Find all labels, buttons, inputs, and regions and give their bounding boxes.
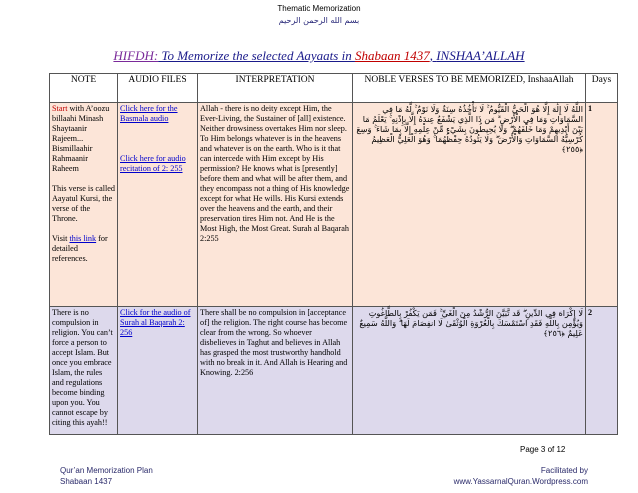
verse-cell: اللَّهُ لَا إِلَٰهَ إِلَّا هُوَ الْحَيُّ الْقَيُّومُ ۚ لَا تَأْخُذُهُ سِنَةٌ وَلَا نَوْمٌ ۚ لَّهُ مَا فِي السَّمَاوَاتِ وَمَا فِي الْأَرْضِ ۗ مَن ذَا الَّذِي يَشْفَعُ عِندَهُ إِلَّا بِإِذْنِهِ ۚ يَعْلَمُ مَا بَيْنَ أَيْدِيهِمْ وَمَا خَلْفَهُمْ ۖ وَلَا يُحِيطُونَ بِشَيْءٍ مِّنْ عِلْمِهِ إِلَّا بِمَا شَاءَ ۚ وَسِعَ كُرْسِيُّهُ السَّمَاوَاتِ وَالْأَرْضَ ۖ وَلَا يَئُودُهُ حِفْظُهُمَا ۚ وَهُوَ الْعَلِيُّ الْعَظِيمُ ﴿٢٥٥﴾: [353, 103, 586, 307]
audio-cell: [118, 103, 198, 307]
verse-cell: لَا إِكْرَاهَ فِي الدِّينِ ۖ قَد تَّبَيَّنَ الرُّشْدُ مِنَ الْغَيِّ ۚ فَمَن يَكْفُرْ بِالطَّاغُوتِ وَيُؤْمِن بِاللَّهِ فَقَدِ اسْتَمْسَكَ بِالْعُرْوَةِ الْوُثْقَىٰ لَا انفِصَامَ لَهَا ۗ وَاللَّهُ سَمِيعٌ عَلِيمٌ ﴿٢٥٦﴾: [353, 307, 586, 435]
title-hifdh: HIFDH:: [113, 48, 159, 63]
page-number: Page 3 of 12: [520, 445, 566, 454]
footer-right: [454, 465, 588, 487]
note-cell: [50, 103, 118, 307]
day-cell: 2: [586, 307, 618, 435]
footer-left: [60, 465, 153, 487]
header-verses: NOBLE VERSES TO BE MEMORIZED, InshaaAllah: [353, 74, 586, 103]
footer-plan: Qur’an Memorization Plan: [60, 466, 153, 475]
document-header: Thematic Memorization: [277, 4, 361, 13]
audio-cell: [118, 307, 198, 435]
header-note: NOTE: [50, 74, 118, 103]
audio-link-2-255[interactable]: Click here for audio recitation of 2: 255: [120, 154, 186, 173]
day-cell: 1: [586, 103, 618, 307]
note-text-2: This verse is called Aayatul Kursi, the verse of the Throne.: [52, 184, 115, 223]
title-inshaallah: INSHAA’ALLAH: [436, 48, 525, 63]
table-row: [50, 307, 618, 435]
interpretation-cell: Allah - there is no deity except Him, the Ever-Living, the Sustainer of [all] existence. Neither drowsiness overtakes Him nor sleep. To Him belongs whatever is in the heavens and whatever is on the earth. Who is it that can intercede with Him except by His permission? He knows what is [presently] before them and what will be after them, and they encompass not a thing of His knowledge except for what He wills. His Kursi extends over the heavens and the earth, and their preservation tires Him not. And He is the Most High, the Most Great. Surah al Baqarah 2:255: [198, 103, 353, 307]
references-link[interactable]: this link: [69, 234, 97, 243]
header-audio: AUDIO FILES: [118, 74, 198, 103]
bismillah-header: بسم الله الرحمن الرحيم: [278, 16, 360, 25]
basmala-audio-link[interactable]: Click here for the Basmala audio: [120, 104, 178, 123]
title-text: To Memorize the selected Aayaats in: [158, 48, 355, 63]
title-month: Shabaan 1437: [354, 48, 430, 63]
footer-website: www.YassarnalQuran.Wordpress.com: [453, 477, 588, 486]
footer-facilitated: Facilitated by: [540, 466, 588, 475]
table-header-row: [50, 74, 618, 103]
page-title: [0, 48, 638, 64]
note-start: Start: [52, 104, 68, 113]
header-interpretation: INTERPRETATION: [198, 74, 353, 103]
note-text-3: Visit this link for detailed references.: [52, 234, 108, 263]
interpretation-cell: There shall be no compulsion in [acceptance of] the religion. The right course has become clear from the wrong. So whoever disbelieves in Taghut and believes in Allah has grasped the most trustworthy handhold with no break in it. And Allah is Hearing and Knowing. 2:256: [198, 307, 353, 435]
memorization-table: [49, 73, 618, 435]
footer-month: Shabaan 1437: [60, 477, 113, 486]
header-days: Days: [586, 74, 618, 103]
note-cell: There is no compulsion in religion. You can’t force a person to accept Islam. But once you embrace Islam, the rules and regulations become binding upon you. You cannot escape by citing this ayah!!: [50, 307, 118, 435]
title-sep: ,: [429, 48, 437, 63]
table-row: [50, 103, 618, 307]
note-text: with A’oozu billaahi Minash Shaytaanir Rajeem... Bismillaahir Rahmaanir Raheem: [52, 104, 110, 173]
audio-link-2-256[interactable]: Click for the audio of Surah al Baqarah 2: 256: [120, 308, 191, 337]
